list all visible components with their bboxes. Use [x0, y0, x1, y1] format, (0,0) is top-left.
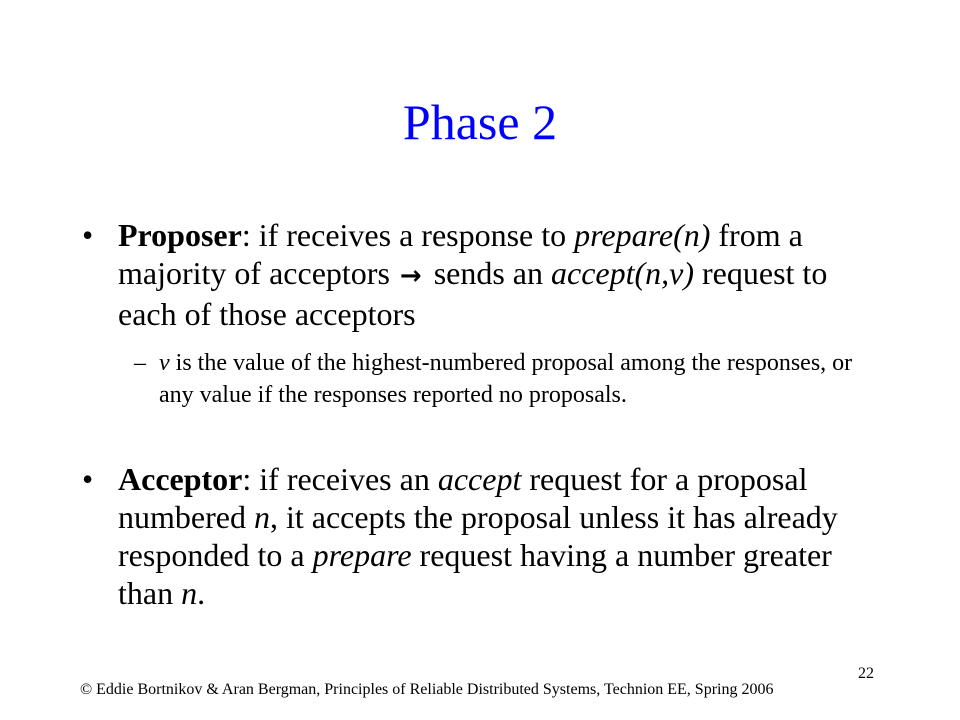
bullet-acceptor — [82, 460, 882, 612]
prepare-term: prepare — [312, 537, 412, 573]
bullet-symbol: • — [82, 461, 94, 497]
n-variable: n — [181, 575, 198, 611]
text-segment: sends an — [425, 255, 551, 291]
text-segment: request having a number greater than — [118, 537, 832, 611]
copyright-icon: © — [80, 681, 93, 698]
text-segment: is the value of the highest-numbered proposal among the responses, or any value if the responses reported no proposals. — [159, 350, 853, 408]
n-variable: n — [253, 499, 270, 535]
accept-call: accept(n,v) — [551, 255, 695, 291]
subbullet-value — [134, 347, 874, 411]
text-segment: , it accepts the proposal unless it has already responded to a — [118, 499, 838, 573]
footer-text: Eddie Bortnikov & Aran Bergman, Principles of Reliable Distributed Systems, Technion EE, Spring 2006 — [92, 681, 774, 698]
slide-title: Phase 2 — [402, 94, 558, 150]
bullet-symbol: • — [82, 217, 94, 253]
subbullet-text — [159, 347, 874, 411]
text-segment: from a majority of acceptors — [118, 217, 803, 291]
value-variable: v — [159, 350, 170, 376]
dash-symbol: – — [134, 350, 146, 376]
text-segment: : if receives an — [242, 461, 438, 497]
bullet-proposer — [82, 216, 882, 333]
accept-term: accept — [437, 461, 522, 497]
text-segment: request for a proposal numbered — [118, 461, 808, 535]
text-segment: : if receives a response to — [241, 217, 575, 253]
page-number: 22 — [858, 665, 874, 682]
text-segment: request to each of those acceptors — [118, 255, 828, 332]
bullet-text-proposer — [118, 216, 882, 333]
footer-copyright — [80, 680, 773, 700]
role-acceptor: Acceptor — [118, 461, 243, 497]
prepare-call: prepare(n) — [574, 217, 711, 253]
bullet-text-acceptor — [118, 460, 882, 612]
right-arrow-icon: → — [399, 261, 422, 291]
role-proposer: Proposer — [118, 217, 242, 253]
text-segment: . — [197, 575, 206, 611]
